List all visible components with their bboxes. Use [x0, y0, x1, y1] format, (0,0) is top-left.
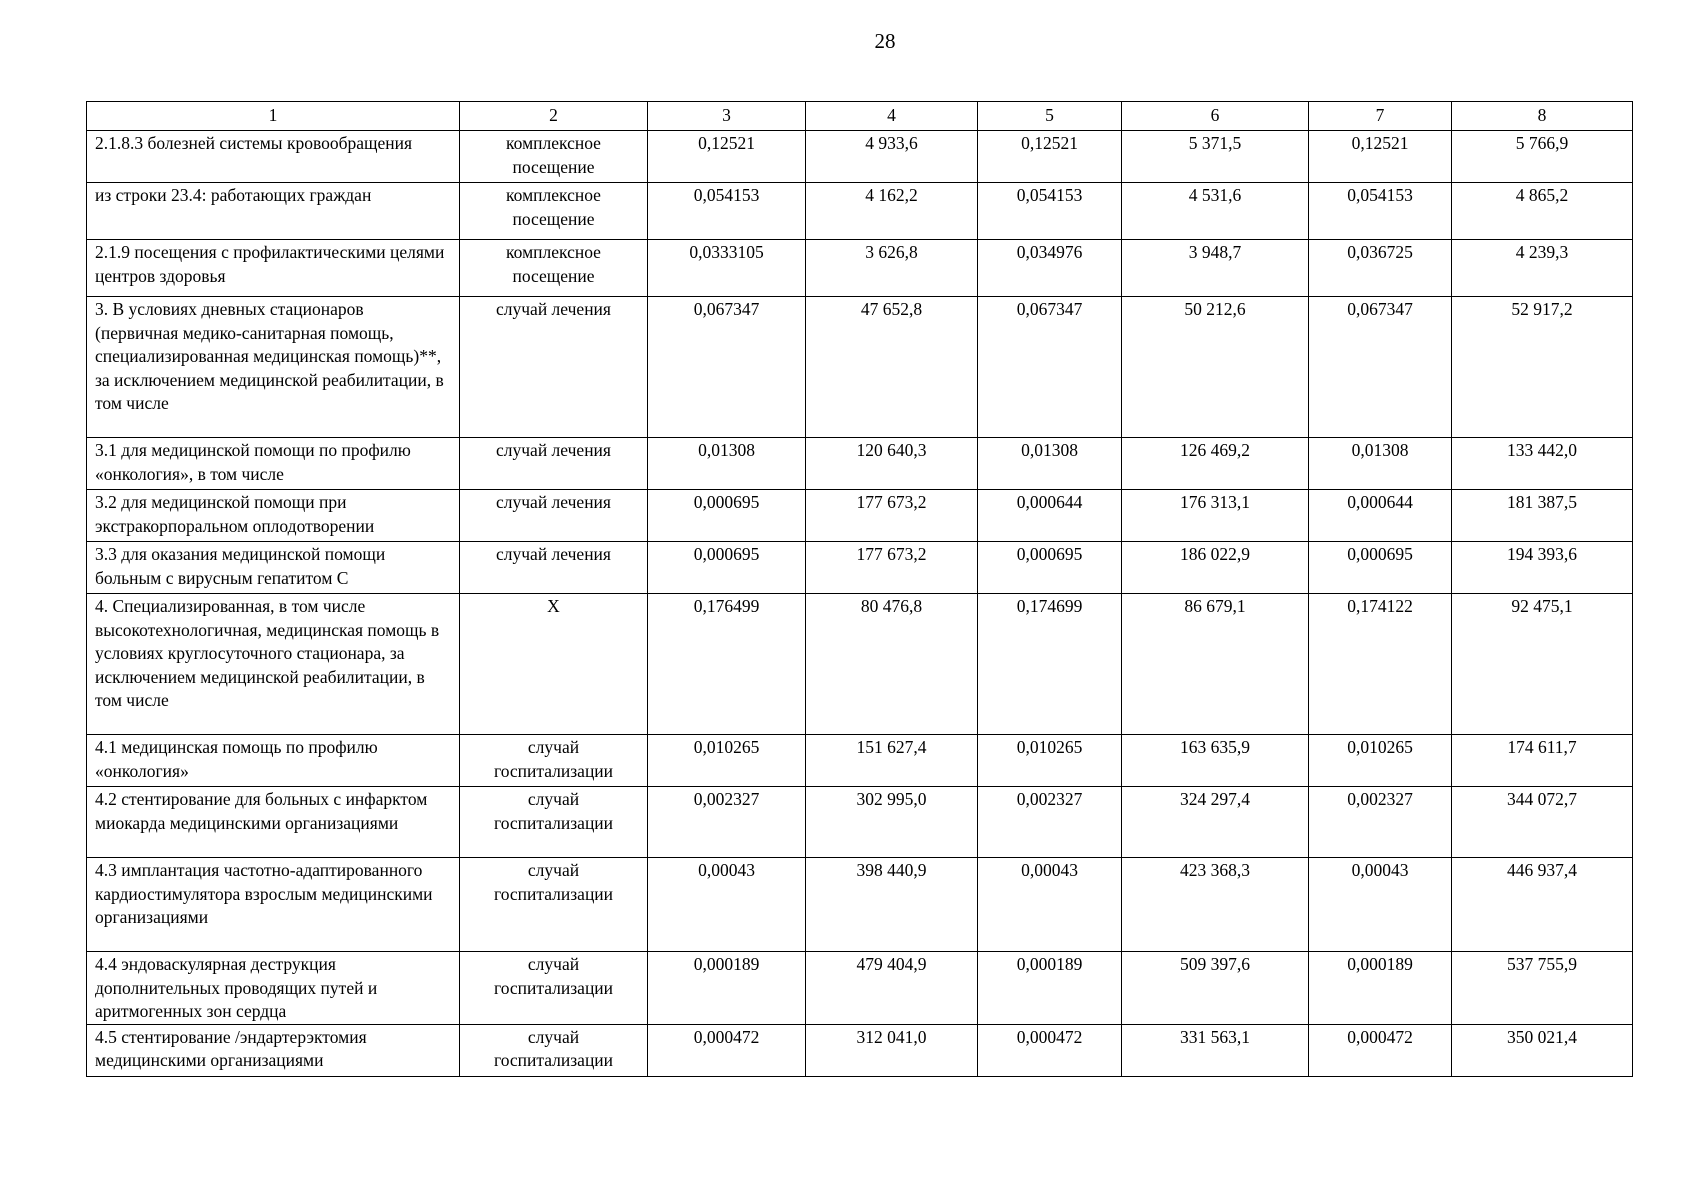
column-number-row — [87, 102, 1633, 131]
value-cell: 0,000189 — [978, 952, 1122, 1025]
table-row — [87, 952, 1633, 1025]
column-header: 3 — [648, 102, 806, 131]
value-cell: 0,12521 — [978, 131, 1122, 183]
row-unit-cell: случай госпитализации — [460, 735, 648, 787]
row-unit-cell: случай госпитализации — [460, 1024, 648, 1076]
table-row — [87, 1024, 1633, 1076]
value-cell: 0,000189 — [648, 952, 806, 1025]
value-cell: 350 021,4 — [1452, 1024, 1633, 1076]
row-name-cell: 3. В условиях дневных стационаров (первичная медико-санитарная помощь, специализированная медицинская помощь)**, за исключением медицинской реабилитации, в том числе — [87, 297, 460, 438]
column-header: 6 — [1122, 102, 1309, 131]
value-cell: 0,054153 — [648, 183, 806, 240]
value-cell: 0,010265 — [648, 735, 806, 787]
row-name-cell: 3.1 для медицинской помощи по профилю «онкология», в том числе — [87, 438, 460, 490]
value-cell: 92 475,1 — [1452, 594, 1633, 735]
value-cell: 0,034976 — [978, 240, 1122, 297]
value-cell: 324 297,4 — [1122, 787, 1309, 858]
row-name-cell: 4. Специализированная, в том числе высокотехнологичная, медицинская помощь в условиях круглосуточного стационара, за исключением медицинской реабилитации, в том числе — [87, 594, 460, 735]
row-name-cell: 3.3 для оказания медицинской помощи больным с вирусным гепатитом С — [87, 542, 460, 594]
value-cell: 151 627,4 — [806, 735, 978, 787]
value-cell: 194 393,6 — [1452, 542, 1633, 594]
value-cell: 3 626,8 — [806, 240, 978, 297]
value-cell: 186 022,9 — [1122, 542, 1309, 594]
value-cell: 4 865,2 — [1452, 183, 1633, 240]
column-header: 5 — [978, 102, 1122, 131]
value-cell: 0,067347 — [1309, 297, 1452, 438]
table-row — [87, 542, 1633, 594]
value-cell: 47 652,8 — [806, 297, 978, 438]
table-row — [87, 240, 1633, 297]
table-row — [87, 858, 1633, 952]
row-name-cell: из строки 23.4: работающих граждан — [87, 183, 460, 240]
row-unit-cell: случай лечения — [460, 438, 648, 490]
value-cell: 0,000695 — [648, 490, 806, 542]
table-row — [87, 183, 1633, 240]
value-cell: 0,010265 — [978, 735, 1122, 787]
value-cell: 0,174122 — [1309, 594, 1452, 735]
row-unit-cell: комплексное посещение — [460, 240, 648, 297]
norms-table — [86, 101, 1633, 1077]
row-name-cell: 4.4 эндоваскулярная деструкция дополнительных проводящих путей и аритмогенных зон сердца — [87, 952, 460, 1025]
value-cell: 174 611,7 — [1452, 735, 1633, 787]
value-cell: 0,067347 — [648, 297, 806, 438]
value-cell: 302 995,0 — [806, 787, 978, 858]
row-name-cell: 4.2 стентирование для больных с инфарктом миокарда медицинскими организациями — [87, 787, 460, 858]
table-row — [87, 594, 1633, 735]
value-cell: 423 368,3 — [1122, 858, 1309, 952]
value-cell: 0,067347 — [978, 297, 1122, 438]
row-unit-cell: комплексное посещение — [460, 183, 648, 240]
value-cell: 0,036725 — [1309, 240, 1452, 297]
value-cell: 50 212,6 — [1122, 297, 1309, 438]
value-cell: 0,01308 — [648, 438, 806, 490]
value-cell: 446 937,4 — [1452, 858, 1633, 952]
value-cell: 0,002327 — [1309, 787, 1452, 858]
value-cell: 4 531,6 — [1122, 183, 1309, 240]
table-row — [87, 735, 1633, 787]
value-cell: 398 440,9 — [806, 858, 978, 952]
row-name-cell: 3.2 для медицинской помощи при экстракорпоральном оплодотворении — [87, 490, 460, 542]
value-cell: 4 162,2 — [806, 183, 978, 240]
value-cell: 163 635,9 — [1122, 735, 1309, 787]
column-header: 2 — [460, 102, 648, 131]
value-cell: 312 041,0 — [806, 1024, 978, 1076]
value-cell: 0,00043 — [978, 858, 1122, 952]
value-cell: 0,12521 — [1309, 131, 1452, 183]
value-cell: 0,000695 — [1309, 542, 1452, 594]
value-cell: 0,01308 — [978, 438, 1122, 490]
row-name-cell: 4.1 медицинская помощь по профилю «онкология» — [87, 735, 460, 787]
value-cell: 86 679,1 — [1122, 594, 1309, 735]
row-unit-cell: Х — [460, 594, 648, 735]
value-cell: 181 387,5 — [1452, 490, 1633, 542]
value-cell: 0,00043 — [648, 858, 806, 952]
value-cell: 0,054153 — [1309, 183, 1452, 240]
value-cell: 3 948,7 — [1122, 240, 1309, 297]
value-cell: 0,000695 — [978, 542, 1122, 594]
value-cell: 177 673,2 — [806, 542, 978, 594]
row-unit-cell: случай лечения — [460, 297, 648, 438]
value-cell: 4 933,6 — [806, 131, 978, 183]
row-unit-cell: случай лечения — [460, 490, 648, 542]
value-cell: 52 917,2 — [1452, 297, 1633, 438]
value-cell: 0,000472 — [978, 1024, 1122, 1076]
value-cell: 509 397,6 — [1122, 952, 1309, 1025]
table-body — [87, 102, 1633, 1077]
value-cell: 176 313,1 — [1122, 490, 1309, 542]
row-unit-cell: случай госпитализации — [460, 952, 648, 1025]
row-name-cell: 2.1.8.3 болезней системы кровообращения — [87, 131, 460, 183]
row-name-cell: 4.5 стентирование /эндартерэктомия медицинскими организациями — [87, 1024, 460, 1076]
value-cell: 133 442,0 — [1452, 438, 1633, 490]
value-cell: 479 404,9 — [806, 952, 978, 1025]
row-unit-cell: случай лечения — [460, 542, 648, 594]
column-header: 4 — [806, 102, 978, 131]
value-cell: 0,000189 — [1309, 952, 1452, 1025]
table-row — [87, 787, 1633, 858]
value-cell: 0,000644 — [1309, 490, 1452, 542]
value-cell: 4 239,3 — [1452, 240, 1633, 297]
row-unit-cell: случай госпитализации — [460, 858, 648, 952]
row-unit-cell: комплексное посещение — [460, 131, 648, 183]
table-row — [87, 297, 1633, 438]
value-cell: 0,00043 — [1309, 858, 1452, 952]
column-header: 8 — [1452, 102, 1633, 131]
value-cell: 5 371,5 — [1122, 131, 1309, 183]
value-cell: 0,002327 — [978, 787, 1122, 858]
column-header: 7 — [1309, 102, 1452, 131]
table-row — [87, 131, 1633, 183]
value-cell: 0,054153 — [978, 183, 1122, 240]
value-cell: 0,000472 — [648, 1024, 806, 1076]
value-cell: 177 673,2 — [806, 490, 978, 542]
value-cell: 80 476,8 — [806, 594, 978, 735]
table-row — [87, 490, 1633, 542]
value-cell: 331 563,1 — [1122, 1024, 1309, 1076]
column-header: 1 — [87, 102, 460, 131]
row-unit-cell: случай госпитализации — [460, 787, 648, 858]
table-row — [87, 438, 1633, 490]
value-cell: 120 640,3 — [806, 438, 978, 490]
value-cell: 0,010265 — [1309, 735, 1452, 787]
value-cell: 0,002327 — [648, 787, 806, 858]
value-cell: 5 766,9 — [1452, 131, 1633, 183]
value-cell: 0,01308 — [1309, 438, 1452, 490]
value-cell: 0,12521 — [648, 131, 806, 183]
value-cell: 537 755,9 — [1452, 952, 1633, 1025]
row-name-cell: 2.1.9 посещения с профилактическими целями центров здоровья — [87, 240, 460, 297]
value-cell: 0,176499 — [648, 594, 806, 735]
value-cell: 0,000695 — [648, 542, 806, 594]
value-cell: 0,000644 — [978, 490, 1122, 542]
value-cell: 126 469,2 — [1122, 438, 1309, 490]
row-name-cell: 4.3 имплантация частотно-адаптированного кардиостимулятора взрослым медицинскими организациями — [87, 858, 460, 952]
value-cell: 0,0333105 — [648, 240, 806, 297]
page-number: 28 — [874, 29, 896, 53]
value-cell: 344 072,7 — [1452, 787, 1633, 858]
value-cell: 0,000472 — [1309, 1024, 1452, 1076]
value-cell: 0,174699 — [978, 594, 1122, 735]
